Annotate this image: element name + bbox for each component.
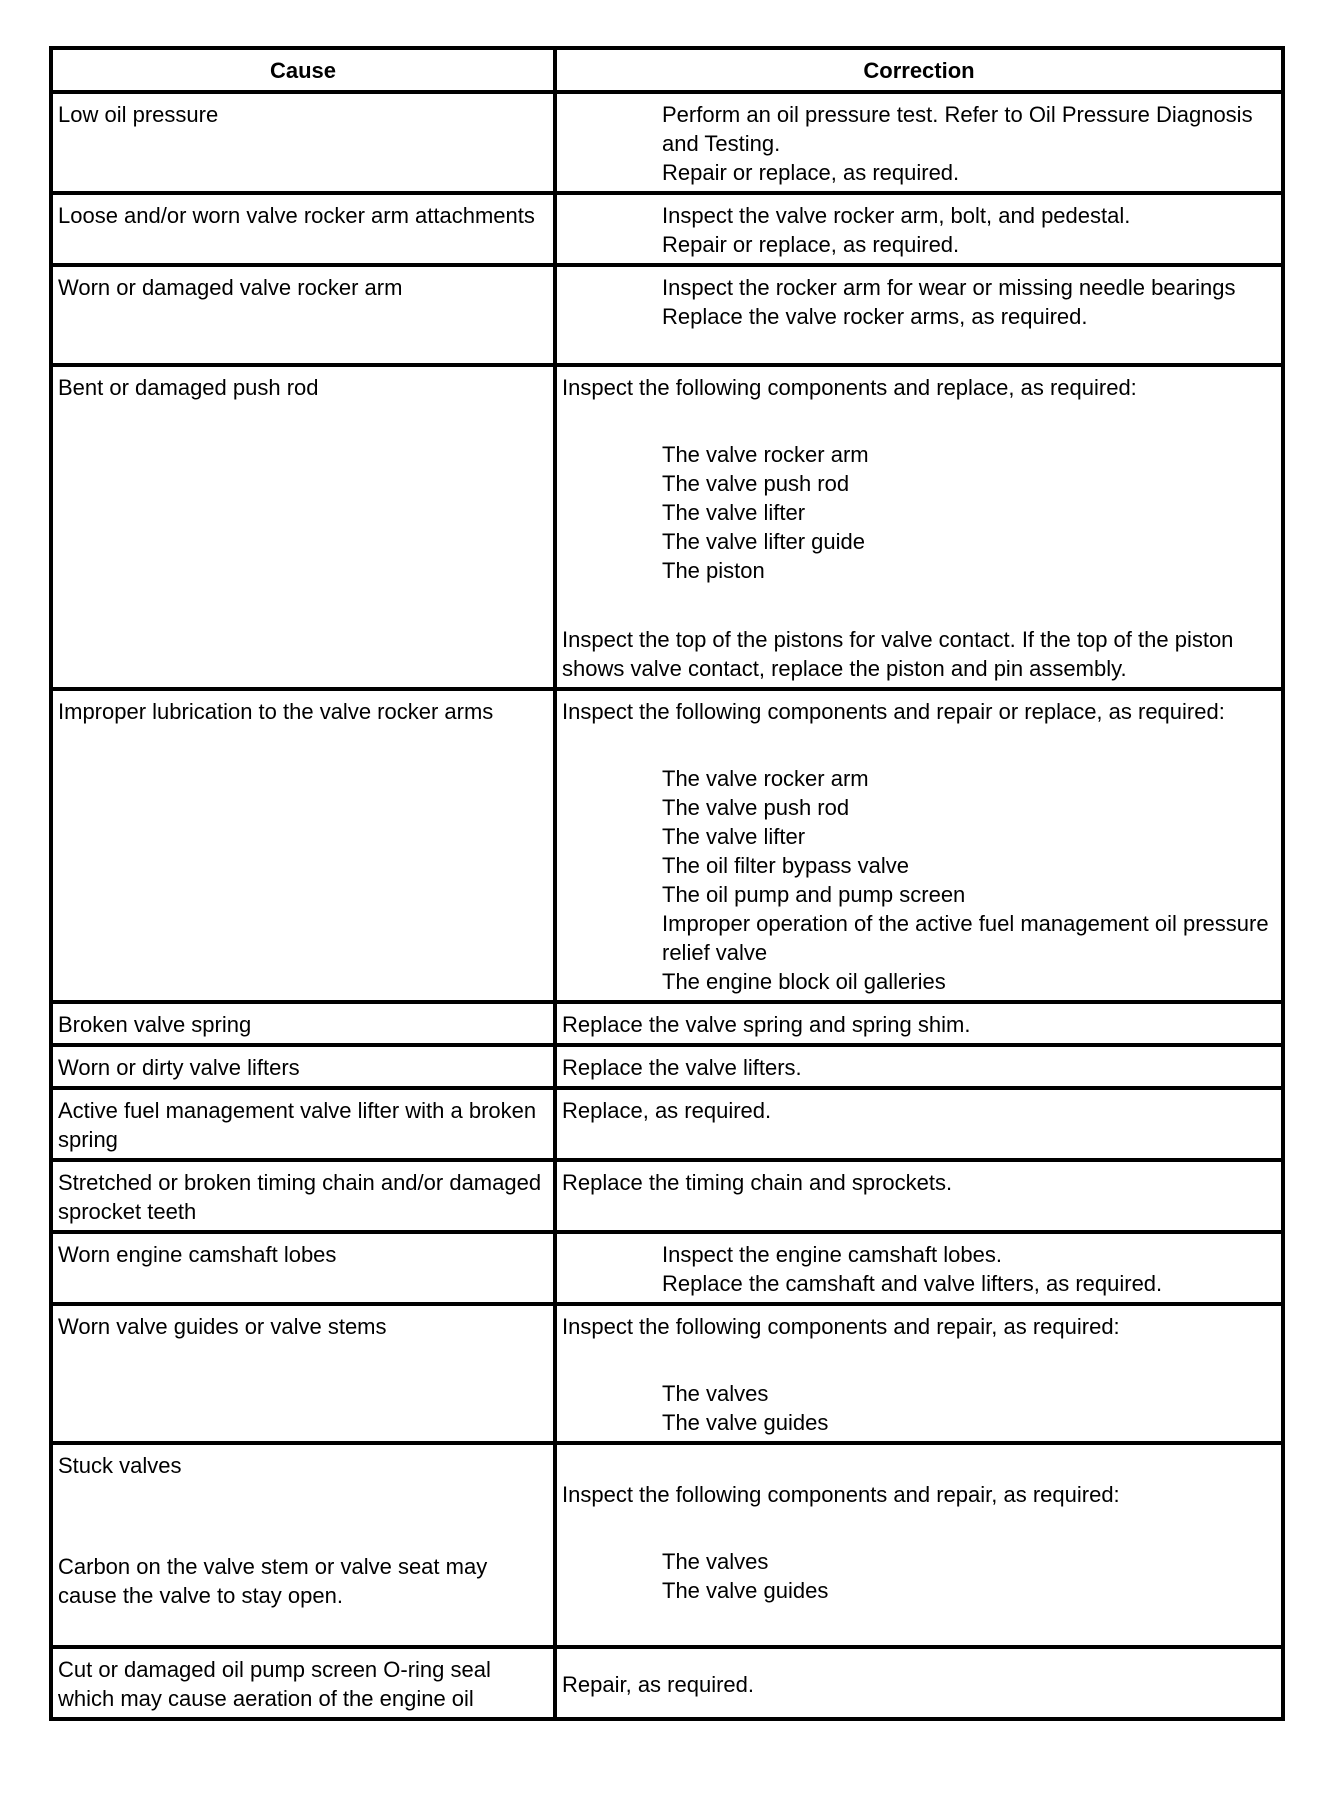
- correction-line: Replace the camshaft and valve lifters, as required.: [662, 1271, 1163, 1296]
- correction-intro: Inspect the following components and repair, as required:: [562, 1314, 1120, 1339]
- correction-line: Repair or replace, as required.: [662, 160, 960, 185]
- table-row: [51, 1160, 1283, 1232]
- cause-cell: Low oil pressure: [51, 92, 555, 193]
- list-item: The valve lifter: [662, 824, 806, 849]
- correction-cell: [555, 1304, 1283, 1443]
- cause-cell: Worn or dirty valve lifters: [51, 1045, 555, 1088]
- table-row: [51, 1002, 1283, 1045]
- cause-cell: Loose and/or worn valve rocker arm attachments: [51, 193, 555, 265]
- correction-cell: Repair, as required.: [555, 1647, 1283, 1719]
- list-item: Improper operation of the active fuel management oil pressure relief valve: [662, 911, 1269, 965]
- cause-cell: Broken valve spring: [51, 1002, 555, 1045]
- list-item: The valve rocker arm: [662, 766, 869, 791]
- list-item: The valves: [662, 1381, 769, 1406]
- cause-cell: [51, 1443, 555, 1647]
- correction-line: Replace the valve rocker arms, as required.: [662, 304, 1088, 329]
- cause-cell: Worn valve guides or valve stems: [51, 1304, 555, 1443]
- list-item: The oil pump and pump screen: [662, 882, 966, 907]
- correction-cell: [555, 365, 1283, 689]
- correction-cell: Replace the valve spring and spring shim.: [555, 1002, 1283, 1045]
- correction-cell: [555, 1443, 1283, 1647]
- table-row: [51, 1232, 1283, 1304]
- list-item: The valve guides: [662, 1578, 829, 1603]
- component-list: [562, 440, 1275, 585]
- table-row: [51, 1304, 1283, 1443]
- correction-line: Inspect the valve rocker arm, bolt, and pedestal.: [662, 203, 1131, 228]
- list-item: The piston: [662, 558, 765, 583]
- list-item: The engine block oil galleries: [662, 969, 946, 994]
- column-header-cause: Cause: [51, 48, 555, 92]
- list-item: The valve lifter: [662, 500, 806, 525]
- table-header-row: [51, 48, 1283, 92]
- correction-intro: Inspect the following components and replace, as required:: [562, 375, 1137, 400]
- cause-cell: Active fuel management valve lifter with a broken spring: [51, 1088, 555, 1160]
- component-list: [562, 1547, 1275, 1605]
- correction-cell: [555, 193, 1283, 265]
- correction-cell: Replace, as required.: [555, 1088, 1283, 1160]
- component-list: [562, 764, 1275, 996]
- list-item: The valves: [662, 1549, 769, 1574]
- component-list: [562, 1379, 1275, 1437]
- table-row: [51, 1088, 1283, 1160]
- table-row: [51, 265, 1283, 365]
- list-item: The valve push rod: [662, 795, 850, 820]
- cause-cell: Worn or damaged valve rocker arm: [51, 265, 555, 365]
- correction-line: Inspect the rocker arm for wear or missing needle bearings: [662, 275, 1236, 300]
- correction-cell: [555, 1232, 1283, 1304]
- cause-cell: Bent or damaged push rod: [51, 365, 555, 689]
- cause-note: Carbon on the valve stem or valve seat may cause the valve to stay open.: [58, 1554, 488, 1608]
- table-row: [51, 1443, 1283, 1647]
- correction-cell: [555, 689, 1283, 1002]
- correction-cell: Replace the timing chain and sprockets.: [555, 1160, 1283, 1232]
- column-header-correction: Correction: [555, 48, 1283, 92]
- list-item: The valve rocker arm: [662, 442, 869, 467]
- list-item: The valve guides: [662, 1410, 829, 1435]
- correction-cell: [555, 92, 1283, 193]
- correction-intro: Inspect the following components and repair, as required:: [562, 1482, 1120, 1507]
- cause-cell: Improper lubrication to the valve rocker arms: [51, 689, 555, 1002]
- correction-cell: [555, 265, 1283, 365]
- cause-title: Stuck valves: [58, 1453, 182, 1478]
- correction-line: Repair or replace, as required.: [662, 232, 960, 257]
- table-row: [51, 365, 1283, 689]
- table-row: [51, 193, 1283, 265]
- list-item: The valve lifter guide: [662, 529, 865, 554]
- list-item: The valve push rod: [662, 471, 850, 496]
- list-item: The oil filter bypass valve: [662, 853, 909, 878]
- correction-cell: Replace the valve lifters.: [555, 1045, 1283, 1088]
- table-row: [51, 689, 1283, 1002]
- cause-cell: Worn engine camshaft lobes: [51, 1232, 555, 1304]
- diagnostic-table: [49, 46, 1285, 1721]
- correction-intro: Inspect the following components and repair or replace, as required:: [562, 699, 1225, 724]
- correction-line: Inspect the engine camshaft lobes.: [662, 1242, 1002, 1267]
- cause-cell: Stretched or broken timing chain and/or damaged sprocket teeth: [51, 1160, 555, 1232]
- table-row: [51, 1045, 1283, 1088]
- correction-outro: Inspect the top of the pistons for valve contact. If the top of the piston shows valve contact, replace the piston and pin assembly.: [562, 627, 1234, 681]
- correction-line: Perform an oil pressure test. Refer to Oil Pressure Diagnosis and Testing.: [662, 102, 1253, 156]
- table-row: [51, 92, 1283, 193]
- cause-cell: Cut or damaged oil pump screen O-ring seal which may cause aeration of the engine oil: [51, 1647, 555, 1719]
- table-row: [51, 1647, 1283, 1719]
